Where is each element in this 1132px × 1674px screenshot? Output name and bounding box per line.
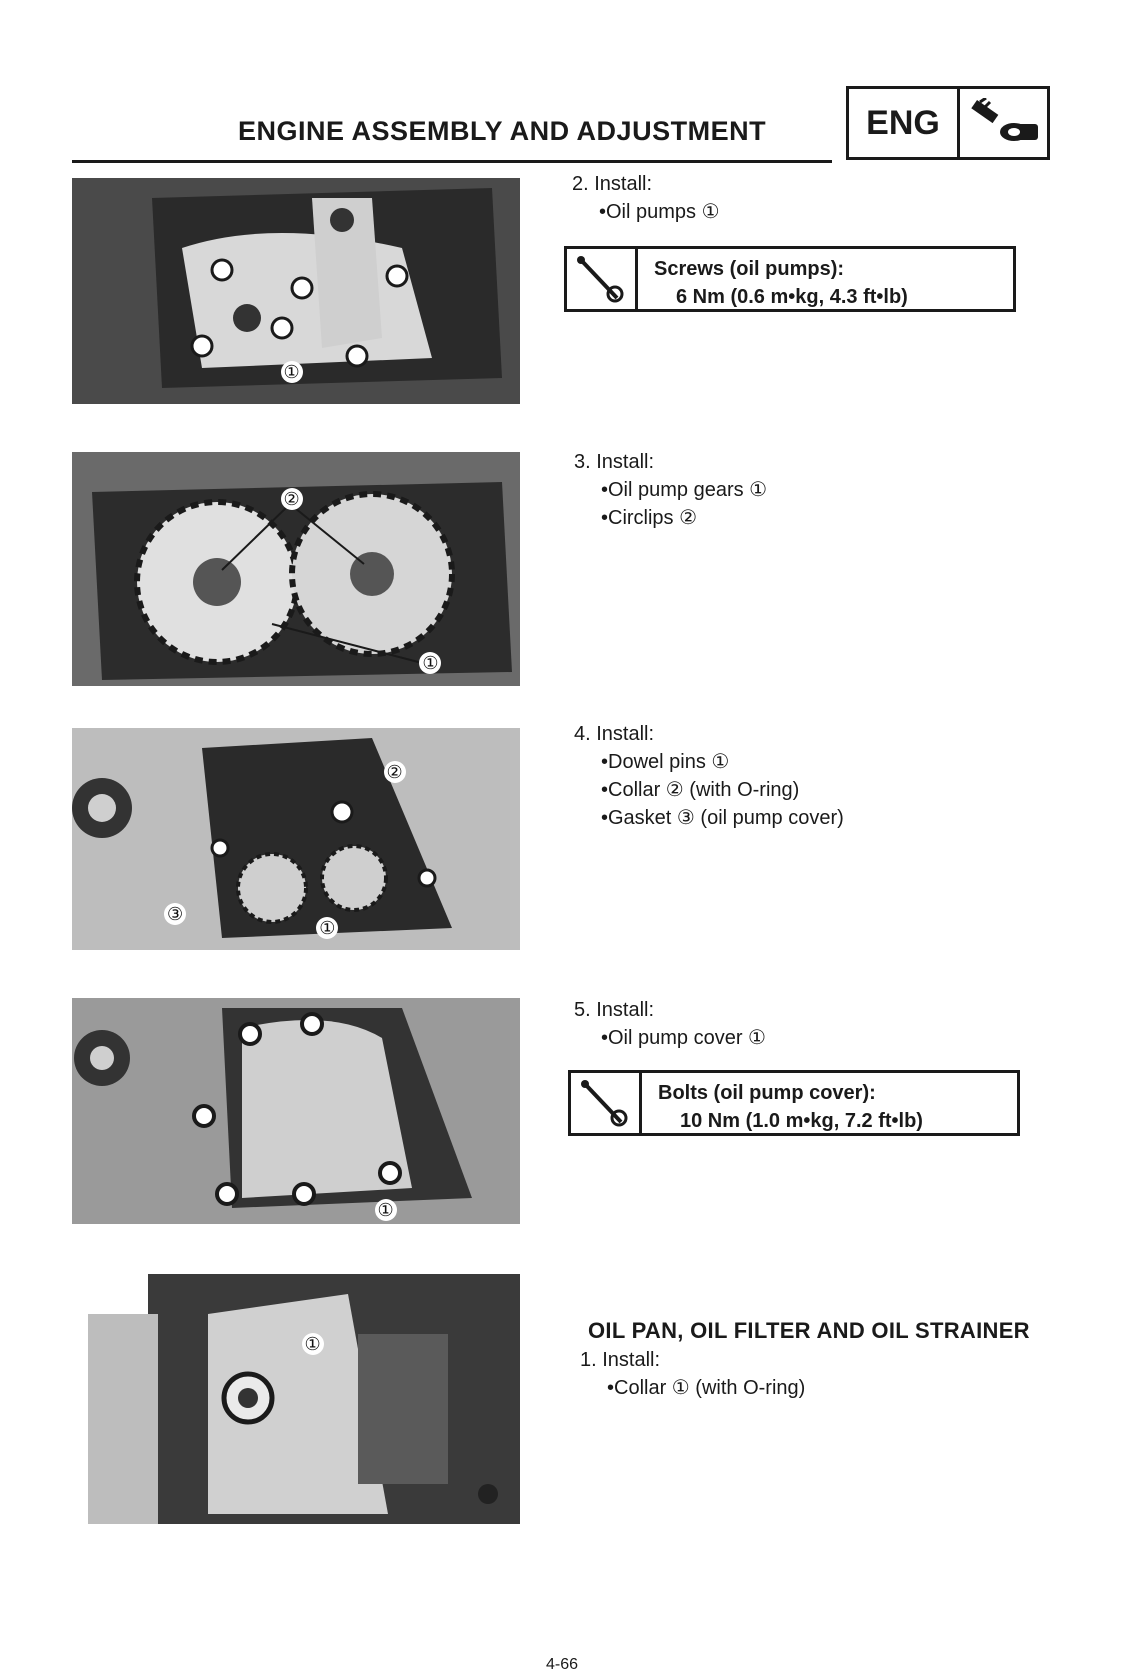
section-heading: OIL PAN, OIL FILTER AND OIL STRAINER (588, 1318, 1030, 1343)
step-3 (574, 448, 767, 532)
photo-dowel-pins-collar-gasket (72, 728, 520, 950)
section-step-1 (580, 1346, 805, 1402)
step-item: •Oil pump gears ① (601, 479, 768, 501)
torque-spec-oil-pump-cover (568, 1070, 1020, 1136)
step-5 (574, 996, 766, 1052)
step-number: 2. Install: (572, 173, 653, 195)
step-item: •Collar ① (with O-ring) (607, 1377, 806, 1399)
photo-oil-pan-collar (88, 1274, 520, 1524)
engine-tool-icon (960, 89, 1047, 157)
photo-callout-label: ③ (164, 903, 186, 925)
step-item: •Dowel pins ① (601, 751, 730, 773)
photo-oil-pump-gears (72, 452, 520, 686)
step-item: •Collar ② (with O-ring) (601, 779, 800, 801)
step-number: 1. Install: (580, 1349, 661, 1371)
step-item: •Oil pumps ① (599, 201, 720, 223)
step-item: •Circlips ② (601, 507, 698, 529)
section-badge (846, 86, 1050, 160)
torque-wrench-icon (571, 1073, 642, 1133)
torque-wrench-icon (567, 249, 638, 309)
photo-oil-pumps (72, 178, 520, 404)
torque-spec-oil-pumps (564, 246, 1016, 312)
photo-callout-label: ① (302, 1333, 324, 1355)
photo-callout-label: ① (419, 652, 441, 674)
page-number: 4-66 (546, 1656, 579, 1673)
spec-title: Bolts (oil pump cover): (658, 1082, 876, 1104)
spec-value: 10 Nm (1.0 m•kg, 7.2 ft•lb) (680, 1110, 923, 1132)
photo-callout-label: ② (384, 761, 406, 783)
photo-callout-label: ① (316, 917, 338, 939)
spec-title: Screws (oil pumps): (654, 258, 845, 280)
step-number: 4. Install: (574, 723, 655, 745)
step-item: •Gasket ③ (oil pump cover) (601, 807, 844, 829)
spec-value: 6 Nm (0.6 m•kg, 4.3 ft•lb) (676, 286, 908, 308)
header-rule (72, 160, 832, 163)
page-title: ENGINE ASSEMBLY AND ADJUSTMENT (238, 116, 767, 146)
step-number: 3. Install: (574, 451, 655, 473)
photo-callout-label: ② (281, 488, 303, 510)
step-item: •Oil pump cover ① (601, 1027, 766, 1049)
photo-callout-label: ① (281, 361, 303, 383)
step-4 (574, 720, 844, 832)
step-number: 5. Install: (574, 999, 655, 1021)
photo-callout-label: ① (375, 1199, 397, 1221)
section-badge-label: ENG (849, 89, 960, 157)
step-2 (572, 170, 720, 226)
photo-oil-pump-cover (72, 998, 520, 1224)
